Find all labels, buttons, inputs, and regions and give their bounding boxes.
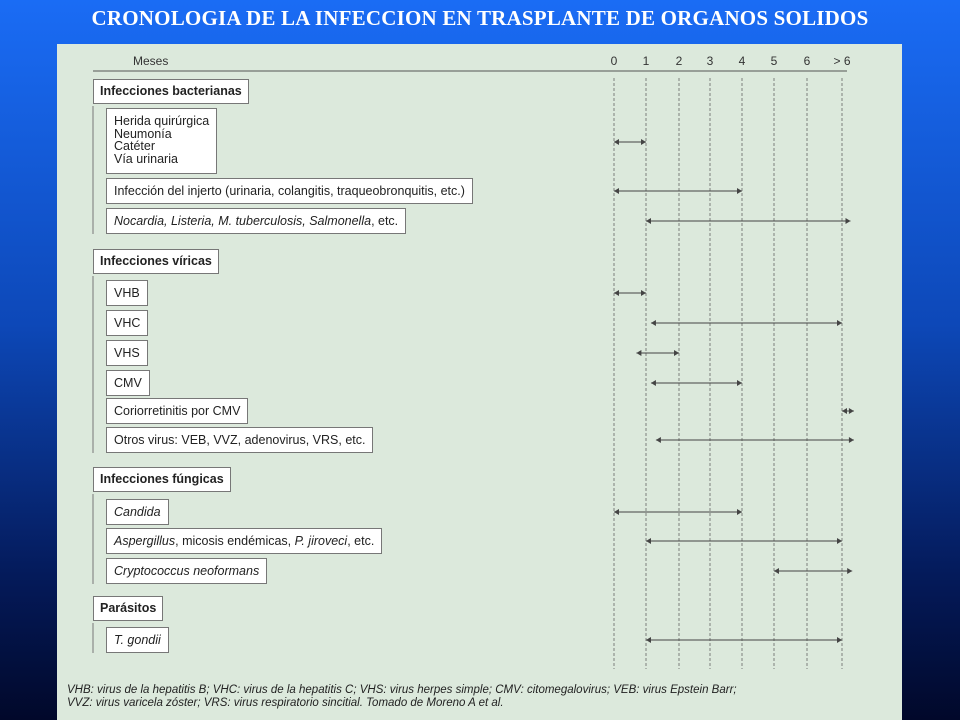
item-text: Candida xyxy=(114,505,161,519)
arrow-start-head xyxy=(646,637,651,643)
infection-item xyxy=(106,108,217,174)
infection-item xyxy=(106,627,169,653)
arrow-end-head xyxy=(837,538,842,544)
item-text: VHB xyxy=(114,286,140,300)
slide-title: CRONOLOGIA DE LA INFECCION EN TRASPLANTE DE ORGANOS SOLIDOS xyxy=(91,6,869,30)
footnote-line-1: VHB: virus de la hepatitis B; VHC: virus de la hepatitis C; VHS: virus herpes simple; CMV: citomegalovirus; VEB: virus Epstein Barr; xyxy=(67,684,737,696)
item-line: Herida quirúrgica xyxy=(114,114,210,128)
item-line: Neumonía xyxy=(114,126,172,141)
item-line: Vía urinaria xyxy=(114,151,178,166)
item-line: Catéter xyxy=(114,139,155,153)
arrow-start-head xyxy=(646,538,651,544)
arrow-start-head xyxy=(651,320,656,326)
item-text: T. gondii xyxy=(114,633,161,647)
tick-label: 1 xyxy=(642,54,650,68)
arrow-end-head xyxy=(641,139,646,145)
arrow-start-head xyxy=(614,290,619,296)
infection-item xyxy=(106,528,382,554)
infection-item xyxy=(106,280,148,306)
tick-label: 6 xyxy=(803,54,811,68)
arrow-start-head xyxy=(646,218,651,224)
item-text: Aspergillus xyxy=(114,534,176,548)
arrow-start-head xyxy=(842,408,847,414)
infection-item xyxy=(106,398,248,424)
item-text: Infección del injerto (urinaria, colangitis, traqueobronquitis, etc.) xyxy=(114,184,465,198)
infection-item xyxy=(106,427,373,453)
tick-label: 3 xyxy=(706,54,714,68)
item-text: , micosis endémicas, xyxy=(175,534,295,548)
item-text: CMV xyxy=(114,376,142,390)
item-text: Nocardia, Listeria, M. tuberculosis, Salmonella xyxy=(114,214,372,228)
arrow-end-head xyxy=(737,509,742,515)
arrow-start-head xyxy=(656,437,661,443)
arrow-start-head xyxy=(614,188,619,194)
arrow-end-head xyxy=(847,568,852,574)
arrow-start-head xyxy=(614,139,619,145)
tick-label: > 6 xyxy=(833,54,851,68)
arrow-end-head xyxy=(641,290,646,296)
arrow-end-head xyxy=(737,380,742,386)
tick-label: 4 xyxy=(738,54,746,68)
footnote-line-2: VVZ: virus varicela zóster; VRS: virus respiratorio sincitial. Tomado de Moreno A et al. xyxy=(67,697,504,709)
infection-item xyxy=(106,370,150,396)
item-text: VHS xyxy=(114,346,140,360)
group-header: Infecciones bacterianas xyxy=(93,79,249,104)
arrow-end-head xyxy=(837,637,842,643)
footnote xyxy=(67,684,897,710)
tick-label: 5 xyxy=(770,54,778,68)
arrow-end-head xyxy=(737,188,742,194)
arrow-end-head xyxy=(674,350,679,356)
arrow-end-head xyxy=(846,218,851,224)
axis-label: Meses xyxy=(133,54,169,68)
arrow-start-head xyxy=(774,568,779,574)
group-header: Infecciones fúngicas xyxy=(93,467,231,492)
item-text: Otros virus: VEB, VVZ, adenovirus, VRS, etc. xyxy=(114,433,366,447)
group-header: Parásitos xyxy=(93,596,163,621)
infection-item xyxy=(106,499,169,525)
infection-item xyxy=(106,558,267,584)
item-text: Cryptococcus neoformans xyxy=(114,564,260,578)
infection-item xyxy=(106,340,148,366)
infection-item xyxy=(106,208,406,234)
arrow-end-head xyxy=(837,320,842,326)
infection-item xyxy=(106,310,148,336)
item-text: VHC xyxy=(114,316,141,330)
tick-label: 2 xyxy=(675,54,683,68)
arrow-end-head xyxy=(849,437,854,443)
arrow-start-head xyxy=(636,350,641,356)
arrow-start-head xyxy=(614,509,619,515)
item-text: Coriorretinitis por CMV xyxy=(114,404,241,418)
tick-label: 0 xyxy=(610,54,618,68)
group-header: Infecciones víricas xyxy=(93,249,219,274)
arrow-start-head xyxy=(651,380,656,386)
timeline-diagram xyxy=(57,44,902,720)
infection-item xyxy=(106,178,473,204)
arrow-end-head xyxy=(849,408,854,414)
item-text: , etc. xyxy=(371,214,399,228)
item-text: , etc. xyxy=(347,534,375,548)
item-text: P. jiroveci xyxy=(294,534,348,548)
